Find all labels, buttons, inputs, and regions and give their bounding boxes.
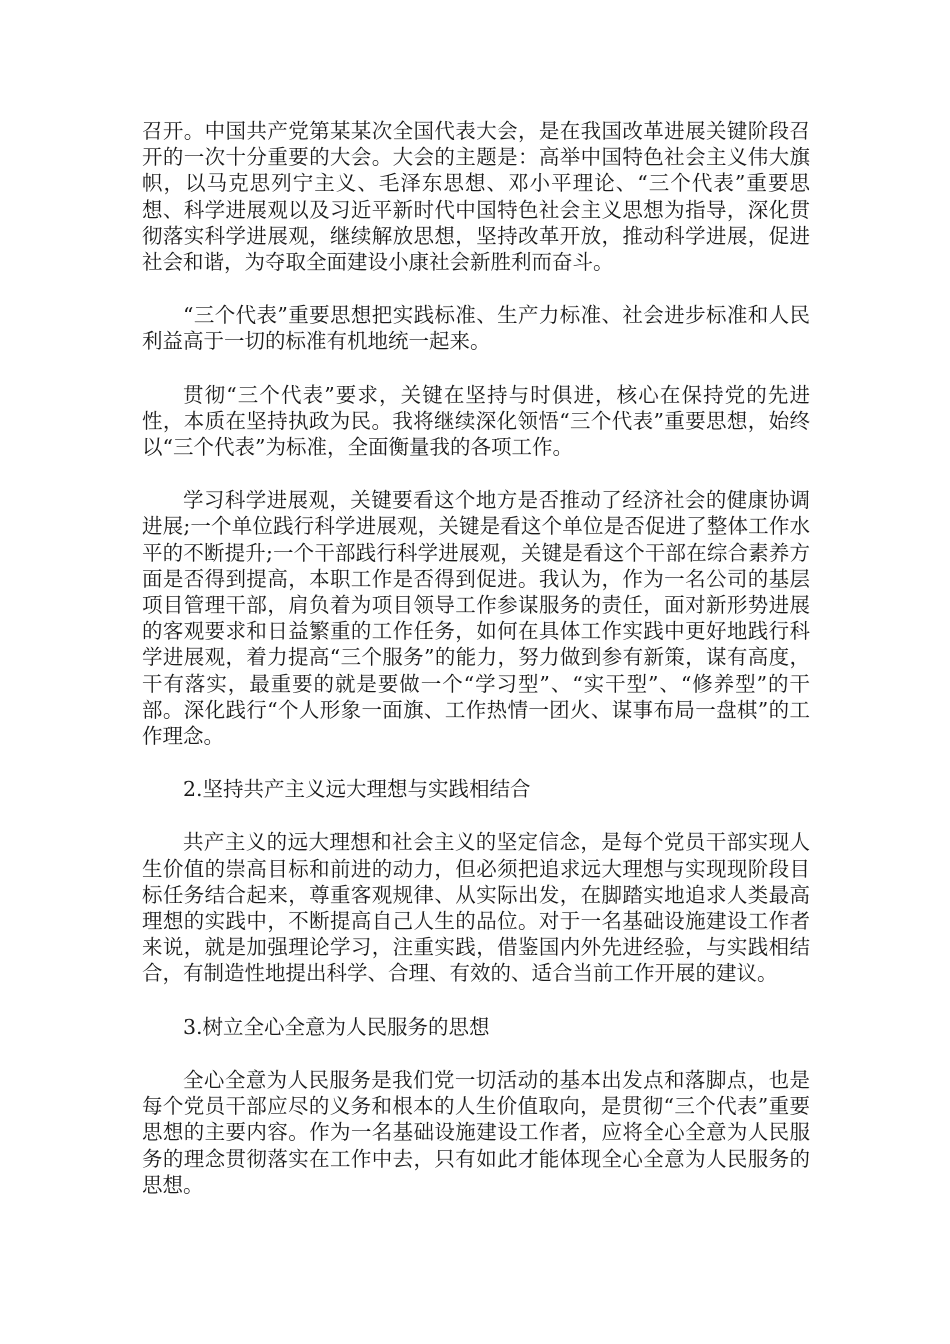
paragraph-scientific-development: 学习科学进展观，关键要看这个地方是否推动了经济社会的健康协调进展;一个单位践行科学进展观，关键是看这个单位是否促进了整体工作水平的不断提升;一个干部践行科学进展观，关键是看这个干部在综合素养方面是否得到提高，本职工作是否得到促进。我认为，作为一名公司的基层项目管理干部，肩负着为项目领导工作参谋服务的责任，面对新形势进展的客观要求和日益繁重的工作任务，如何在具体工作实践中更好地践行科学进展观，着力提高“三个服务”的能力，努力做到参有新策，谋有高度，干有落实，最重要的就是要做一个“学习型”、“实干型”、“修养型”的干部。深化践行“个人形象一面旗、工作热情一团火、谋事布局一盘棋”的工作理念。 xyxy=(142,488,810,749)
section-heading-2: 2.坚持共产主义远大理想与实践相结合 xyxy=(183,777,531,802)
paragraph-serve-the-people: 全心全意为人民服务是我们党一切活动的基本出发点和落脚点，也是每个党员干部应尽的义务和根本的人生价值取向，是贯彻“三个代表”重要思想的主要内容。作为一名基础设施建设工作者，应将全心全意为人民服务的理念贯彻落实在工作中去，只有如此才能体现全心全意为人民服务的思想。 xyxy=(142,1067,810,1197)
paragraph-three-represents-standards: “三个代表”重要思想把实践标准、生产力标准、社会进步标准和人民利益高于一切的标准有机地统一起来。 xyxy=(142,303,810,354)
document-body xyxy=(142,118,810,1225)
section-heading-3: 3.树立全心全意为人民服务的思想 xyxy=(183,1014,490,1039)
paragraph-congress-intro: 召开。中国共产党第某某次全国代表大会，是在我国改革进展关键阶段召开的一次十分重要的大会。大会的主题是：高举中国特色社会主义伟大旗帜，以马克思列宁主义、毛泽东思想、邓小平理论、“三个代表”重要思想、科学进展观以及习近平新时代中国特色社会主义思想为指导，深化贯彻落实科学进展观，继续解放思想，坚持改革开放，推动科学进展，促进社会和谐，为夺取全面建设小康社会新胜利而奋斗。 xyxy=(142,119,810,275)
paragraph-communist-ideal: 共产主义的远大理想和社会主义的坚定信念，是每个党员干部实现人生价值的崇高目标和前进的动力，但必须把追求远大理想与实现现阶段目标任务结合起来，尊重客观规律、从实际出发，在脚踏实地追求人类最高理想的实践中，不断提高自己人生的品位。对于一名基础设施建设工作者来说，就是加强理论学习，注重实践，借鉴国内外先进经验，与实践相结合，有制造性地提出科学、合理、有效的、适合当前工作开展的建议。 xyxy=(142,830,810,986)
paragraph-implement-three-represents: 贯彻“三个代表”要求，关键在坚持与时俱进，核心在保持党的先进性，本质在坚持执政为民。我将继续深化领悟“三个代表”重要思想，始终以“三个代表”为标准，全面衡量我的各项工作。 xyxy=(142,382,810,460)
